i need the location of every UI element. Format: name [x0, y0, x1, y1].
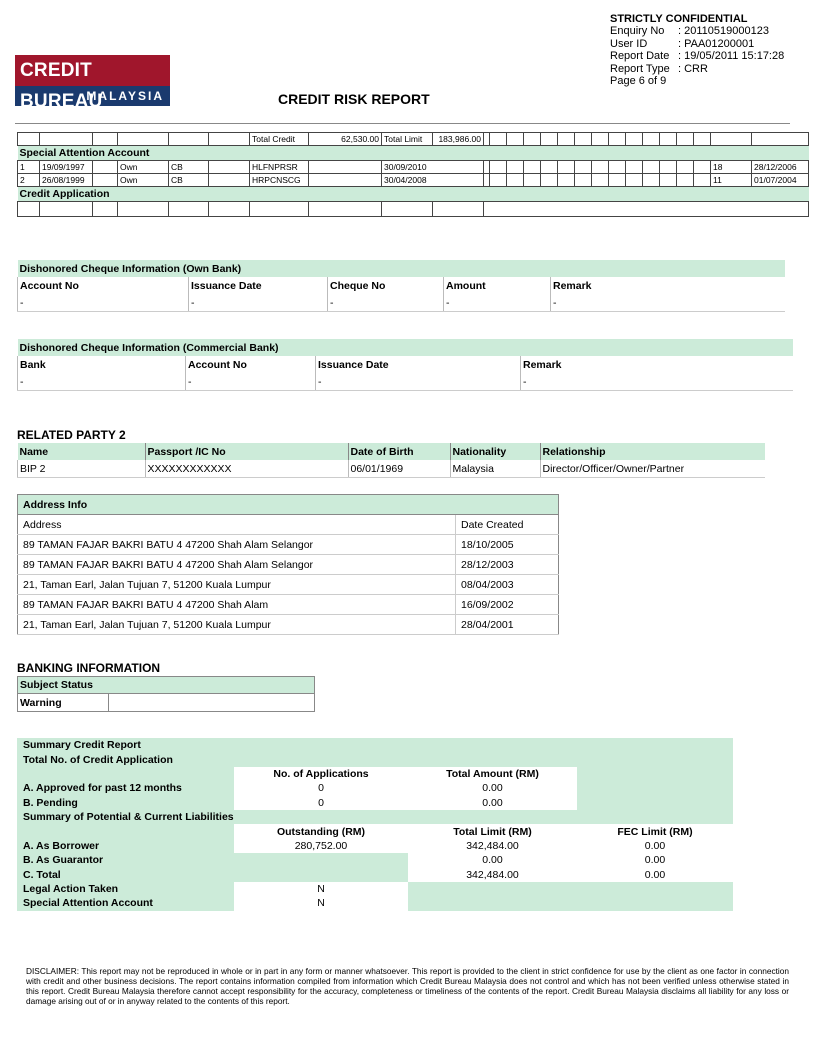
dishonored-own-title: Dishonored Cheque Information (Own Bank): [18, 260, 786, 277]
borrower-limit: 342,484.00: [408, 839, 577, 853]
col-amount: Amount: [444, 277, 551, 294]
pending-no: 0: [234, 796, 408, 810]
pending-label: B. Pending: [17, 796, 234, 810]
table-row: [18, 615, 559, 635]
table-row: [18, 555, 559, 575]
col-remark: Remark: [551, 277, 786, 294]
report-type: : CRR: [678, 62, 708, 75]
user-id-label: User ID: [610, 37, 648, 50]
row-col: 11: [711, 174, 752, 187]
page-title: CREDIT RISK REPORT: [278, 91, 430, 107]
total-credit-label: Total Credit: [250, 133, 309, 146]
row-date2: 30/09/2010: [382, 161, 484, 174]
cell-date: 16/09/2002: [456, 595, 559, 615]
row-facility: HLFNPRSR: [250, 161, 309, 174]
logo-bottom-text: MALAYSIA: [15, 86, 170, 106]
cell-issuance-date: -: [316, 373, 521, 391]
cell-issuance-date: -: [189, 294, 328, 312]
dishonored-own-table: [17, 260, 785, 312]
row-last: 01/07/2004: [752, 174, 809, 187]
special-value: N: [234, 896, 408, 910]
col-cheque-no: Cheque No: [328, 277, 444, 294]
table-row: [18, 133, 809, 146]
cell-address: 21, Taman Earl, Jalan Tujuan 7, 51200 Kuala Lumpur: [18, 615, 456, 635]
cell-amount: -: [444, 294, 551, 312]
page-number: Page 6 of 9: [610, 75, 667, 88]
cell-date: 28/04/2001: [456, 615, 559, 635]
total-label: C. Total: [17, 868, 234, 882]
guarantor-label: B. As Guarantor: [17, 853, 234, 867]
banking-info-title: BANKING INFORMATION: [17, 661, 161, 675]
guarantor-limit: 0.00: [408, 853, 577, 867]
cell-cheque-no: -: [328, 294, 444, 312]
table-row: [18, 535, 559, 555]
col-dob: Date of Birth: [348, 443, 450, 460]
dishonored-commercial-table: [17, 339, 793, 391]
cell-date: 08/04/2003: [456, 575, 559, 595]
pending-amount: 0.00: [408, 796, 577, 810]
col-issuance-date: Issuance Date: [316, 356, 521, 373]
summary-title: Summary Credit Report: [17, 738, 733, 752]
table-row: [18, 460, 766, 478]
col-issuance-date: Issuance Date: [189, 277, 328, 294]
cell-remark: -: [551, 294, 786, 312]
special-attention-title: Special Attention Account: [18, 146, 809, 161]
logo-top-text: CREDIT BUREAU: [15, 55, 170, 86]
legal-label: Legal Action Taken: [17, 882, 234, 896]
cell-date: 18/10/2005: [456, 535, 559, 555]
facility-table: [17, 132, 809, 217]
table-row: [18, 202, 809, 217]
report-type-label: Report Type: [610, 62, 670, 75]
legal-value: N: [234, 882, 408, 896]
header-divider: [15, 123, 790, 124]
cell-passport: XXXXXXXXXXXX: [145, 460, 348, 478]
cell-nationality: Malaysia: [450, 460, 540, 478]
row-last: 28/12/2006: [752, 161, 809, 174]
col-total-amount: Total Amount (RM): [408, 767, 577, 781]
approved-amount: 0.00: [408, 781, 577, 795]
cell-name: BIP 2: [18, 460, 146, 478]
enquiry-no: : 20110519000123: [678, 25, 769, 38]
col-passport: Passport /IC No: [145, 443, 348, 460]
total-limit-label: Total Limit: [382, 133, 433, 146]
borrower-label: A. As Borrower: [17, 839, 234, 853]
col-no-apps: No. of Applications: [234, 767, 408, 781]
cell-address: 89 TAMAN FAJAR BAKRI BATU 4 47200 Shah Alam Selangor: [18, 555, 456, 575]
col-account-no: Account No: [18, 277, 189, 294]
total-limit: 183,986.00: [433, 133, 484, 146]
table-row: [18, 174, 809, 187]
table-row: [18, 575, 559, 595]
col-date-created: Date Created: [456, 515, 559, 535]
address-info-table: [17, 494, 559, 635]
row-col: 18: [711, 161, 752, 174]
confidential-label: STRICTLY CONFIDENTIAL: [610, 13, 748, 25]
total-fec: 0.00: [577, 868, 733, 882]
borrower-outstanding: 280,752.00: [234, 839, 408, 853]
related-party-table: [17, 443, 765, 478]
table-row: [18, 161, 809, 174]
cell-address: 21, Taman Earl, Jalan Tujuan 7, 51200 Kuala Lumpur: [18, 575, 456, 595]
dishonored-commercial-title: Dishonored Cheque Information (Commercial Bank): [18, 339, 794, 356]
user-id: : PAA01200001: [678, 37, 755, 50]
col-outstanding: Outstanding (RM): [234, 824, 408, 838]
table-row: [18, 373, 794, 391]
row-no: 1: [18, 161, 40, 174]
table-row: [18, 294, 786, 312]
report-date-label: Report Date: [610, 50, 670, 63]
col-address: Address: [18, 515, 456, 535]
table-row: [18, 595, 559, 615]
liabilities-title: Summary of Potential & Current Liabilities: [17, 810, 733, 824]
special-label: Special Attention Account: [17, 896, 234, 910]
row-capacity: Own: [118, 161, 169, 174]
row-no: 2: [18, 174, 40, 187]
col-bank: Bank: [18, 356, 186, 373]
approved-no: 0: [234, 781, 408, 795]
cell-account-no: -: [18, 294, 189, 312]
warning-value: [109, 694, 315, 712]
address-info-title: Address Info: [18, 495, 559, 515]
guarantor-fec: 0.00: [577, 853, 733, 867]
row-date2: 30/04/2008: [382, 174, 484, 187]
col-name: Name: [18, 443, 146, 460]
subject-status-table: [17, 676, 315, 712]
enquiry-no-label: Enquiry No: [610, 25, 665, 38]
disclaimer: DISCLAIMER: This report may not be reproduced in whole or in part in any form or manner whatsoever. This report is provided to the client in strict confidence for use by the client as one factor in connection with credit and other business decisions. The report contains information compiled from information which Credit Bureau Malaysia does not control and which has not been verified unless otherwise stated in this report. Credit Bureau Malaysia therefore cannot accept responsibility for the accuracy, completeness or timeliness of the contents of the report. Credit Bureau Malaysia disclaims all liability for any loss or damage arising out of or in anyway related to the contents of this report.: [26, 966, 789, 1006]
report-meta: [610, 13, 784, 87]
table-row: [18, 146, 809, 161]
row-date: 26/08/1999: [40, 174, 93, 187]
row-capacity: Own: [118, 174, 169, 187]
related-party-title: RELATED PARTY 2: [17, 428, 126, 442]
row-lender: CB: [169, 174, 209, 187]
approved-label: A. Approved for past 12 months: [17, 781, 234, 795]
table-row: [18, 515, 559, 535]
credit-bureau-logo: [15, 55, 170, 112]
table-row: [18, 187, 809, 202]
cell-date: 28/12/2003: [456, 555, 559, 575]
cell-address: 89 TAMAN FAJAR BAKRI BATU 4 47200 Shah Alam: [18, 595, 456, 615]
cell-account-no: -: [186, 373, 316, 391]
summary-credit-table: [17, 738, 733, 911]
col-remark: Remark: [521, 356, 794, 373]
col-account-no: Account No: [186, 356, 316, 373]
col-fec-limit: FEC Limit (RM): [577, 824, 733, 838]
col-total-limit: Total Limit (RM): [408, 824, 577, 838]
subject-status-title: Subject Status: [18, 677, 315, 694]
cell-remark: -: [521, 373, 794, 391]
row-lender: CB: [169, 161, 209, 174]
credit-application-title: Credit Application: [18, 187, 809, 202]
row-date: 19/09/1997: [40, 161, 93, 174]
cell-address: 89 TAMAN FAJAR BAKRI BATU 4 47200 Shah Alam Selangor: [18, 535, 456, 555]
borrower-fec: 0.00: [577, 839, 733, 853]
report-date: : 19/05/2011 15:17:28: [678, 50, 785, 63]
col-relationship: Relationship: [540, 443, 765, 460]
total-apps-title: Total No. of Credit Application: [17, 752, 733, 766]
cell-bank: -: [18, 373, 186, 391]
col-nationality: Nationality: [450, 443, 540, 460]
cell-relationship: Director/Officer/Owner/Partner: [540, 460, 765, 478]
row-facility: HRPCNSCG: [250, 174, 309, 187]
cell-dob: 06/01/1969: [348, 460, 450, 478]
total-limit: 342,484.00: [408, 868, 577, 882]
total-credit: 62,530.00: [309, 133, 382, 146]
warning-label: Warning: [18, 694, 109, 712]
